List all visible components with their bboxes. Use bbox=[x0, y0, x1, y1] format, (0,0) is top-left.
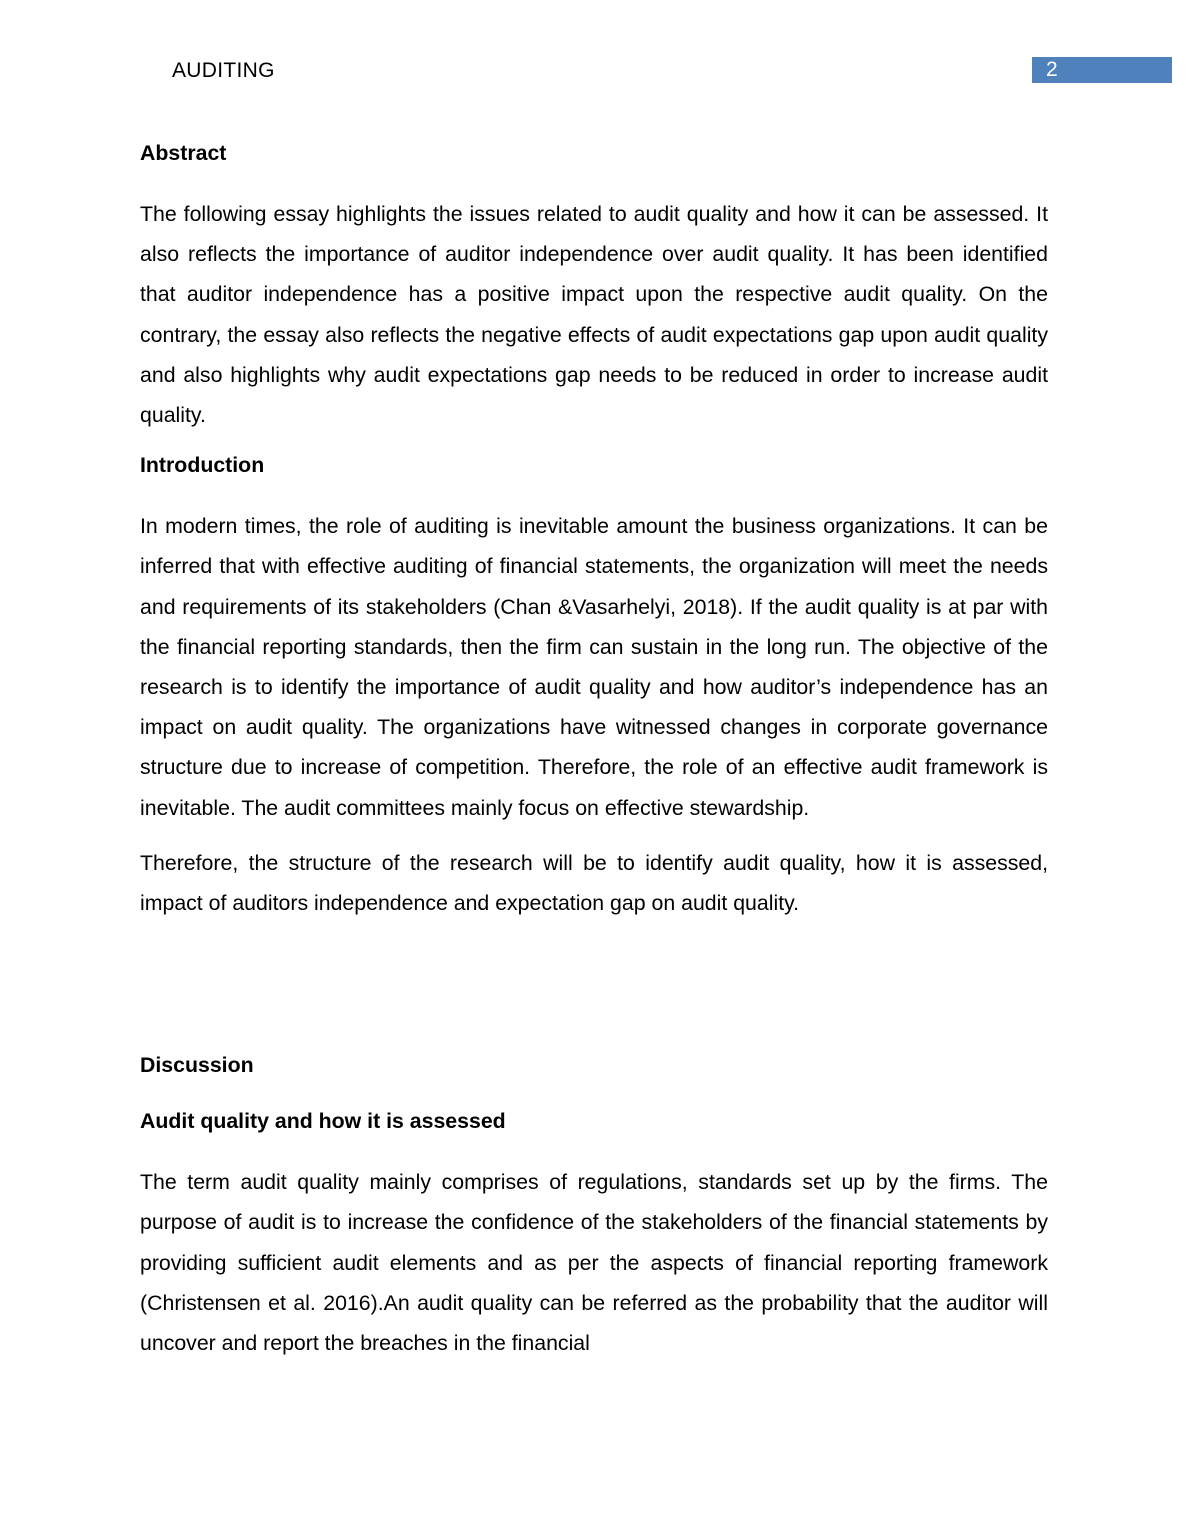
page-number-badge bbox=[1032, 57, 1172, 83]
discussion-subheading: Audit quality and how it is assessed bbox=[140, 1109, 506, 1134]
running-header-title: AUDITING bbox=[172, 59, 275, 82]
page-number: 2 bbox=[1046, 58, 1058, 81]
section-spacer bbox=[140, 938, 1048, 1050]
introduction-section bbox=[140, 450, 1048, 923]
abstract-paragraph: The following essay highlights the issues related to audit quality and how it can be assessed. It also reflects the importance of auditor independence over audit quality. It has been identified that auditor independence has a positive impact upon the respective audit quality. On the contrary, the essay also reflects the negative effects of audit expectations gap upon audit quality and also highlights why audit expectations gap needs to be reduced in order to increase audit quality. bbox=[140, 202, 1048, 428]
discussion-section bbox=[140, 1050, 1048, 1363]
introduction-heading: Introduction bbox=[140, 453, 265, 478]
introduction-paragraph-1: In modern times, the role of auditing is inevitable amount the business organizations. It can be inferred that with effective auditing of financial statements, the organization will meet the needs and requirements of its stakeholders (Chan &Vasarhelyi, 2018). If the audit quality is at par with the financial reporting standards, then the firm can sustain in the long run. The objective of the research is to identify the importance of audit quality and how auditor’s independence has an impact on audit quality. The organizations have witnessed changes in corporate governance structure due to increase of competition. Therefore, the role of an effective audit framework is inevitable. The audit committees mainly focus on effective stewardship. bbox=[140, 514, 1048, 820]
abstract-heading: Abstract bbox=[140, 141, 227, 165]
discussion-paragraph: The term audit quality mainly comprises of regulations, standards set up by the firms. The purpose of audit is to increase the confidence of the stakeholders of the financial statements by providing sufficient audit elements and as per the aspects of financial reporting framework (Christensen et al. 2016).An audit quality can be referred as the probability that the auditor will uncover and report the breaches in the financial bbox=[140, 1170, 1048, 1356]
document-body bbox=[140, 138, 1048, 1378]
abstract-section bbox=[140, 138, 1048, 435]
introduction-paragraph-2: Therefore, the structure of the research will be to identify audit quality, how it is assessed, impact of auditors independence and expectation gap on audit quality. bbox=[140, 850, 1048, 916]
discussion-heading: Discussion bbox=[140, 1053, 254, 1078]
